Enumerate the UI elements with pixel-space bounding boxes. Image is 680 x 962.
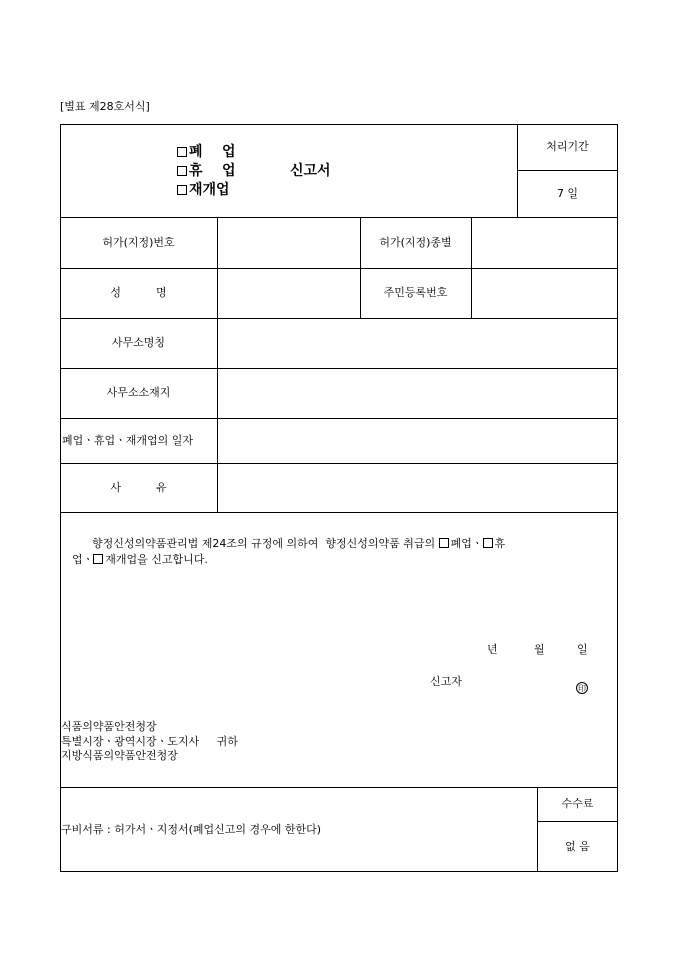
reason-label: 사 유 [110, 481, 167, 494]
reporter-label: 신고자 [430, 675, 462, 688]
office-address-label: 사무소소재지 [106, 386, 171, 399]
resident-number-label: 주민등록번호 [383, 286, 448, 299]
date-month: 월 [534, 643, 545, 656]
statement-line-2: 업ㆍ 재개업을 신고합니다. [72, 553, 208, 566]
closure-date-label: 폐업ㆍ휴업ㆍ재개업의 일자 [62, 434, 194, 447]
form-title: 신고서 [290, 163, 331, 179]
office-address-field[interactable] [218, 369, 617, 418]
name-label: 성 명 [110, 286, 167, 299]
statement-checkbox-reopening[interactable] [93, 554, 103, 564]
date-day: 일 [577, 643, 588, 656]
fee-label: 수수료 [561, 797, 594, 810]
processing-period-label: 처리기간 [546, 140, 589, 153]
checkbox-reopening[interactable] [177, 185, 187, 195]
reason-field[interactable] [218, 464, 617, 512]
office-name-label: 사무소명칭 [111, 336, 166, 349]
recipient-2: 특별시장ㆍ광역시장ㆍ도지사 귀하 [61, 735, 238, 748]
title-option-closure: 폐 업 [177, 143, 236, 161]
title-option-suspension: 휴 업 [177, 162, 236, 180]
date-year: 년 [487, 643, 498, 656]
recipient-3: 지방식품의약품안전청장 [61, 749, 178, 762]
form-number-label: [별표 제28호서식] [60, 100, 150, 113]
recipient-1: 식품의약품안전청장 [61, 720, 157, 733]
name-field[interactable] [218, 269, 360, 318]
permit-type-label: 허가(지정)종별 [379, 236, 452, 249]
statement-checkbox-closure[interactable] [439, 538, 449, 548]
processing-period-value: 7 일 [556, 187, 579, 200]
permit-number-label: 허가(지정)번호 [102, 236, 175, 249]
permit-type-field[interactable] [472, 218, 617, 268]
checkbox-closure[interactable] [177, 147, 187, 157]
closure-date-field[interactable] [218, 419, 617, 463]
office-name-field[interactable] [218, 319, 617, 368]
required-documents: 구비서류 : 허가서ㆍ지정서(폐업신고의 경우에 한한다) [61, 823, 322, 836]
seal-mark: 印 [578, 684, 586, 693]
checkbox-suspension[interactable] [177, 166, 187, 176]
statement-checkbox-suspension[interactable] [483, 538, 493, 548]
title-option-reopening: 재개업 [177, 181, 230, 199]
statement-line-1: 향정신성의약품관리법 제24조의 규정에 의하여 향정신성의약품 취급의 폐업ㆍ 휴 [92, 537, 506, 550]
permit-number-field[interactable] [218, 218, 360, 268]
fee-value: 없 음 [565, 840, 590, 853]
resident-number-field[interactable] [472, 269, 617, 318]
